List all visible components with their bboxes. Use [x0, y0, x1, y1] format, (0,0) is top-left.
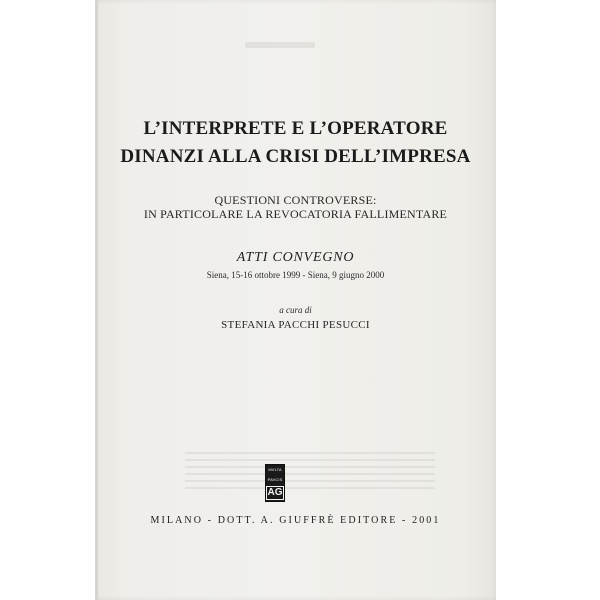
book-title-line-2: DINANZI ALLA CRISI DELL’IMPRESA	[120, 146, 471, 167]
book-subtitle-line-2: IN PARTICOLARE LA REVOCATORIA FALLIMENTARE	[143, 207, 448, 221]
page-edge-shadow	[95, 0, 98, 600]
proceedings-label: ATTI CONVEGNO	[236, 250, 355, 265]
book-subtitle-line-1: QUESTIONI CONTROVERSE:	[214, 193, 377, 207]
publisher-logo-mid-text: PAVCIS	[267, 476, 283, 482]
publisher-logo-initials: AG	[267, 487, 283, 498]
book-title-line-1: L’INTERPRETE E L’OPERATORE	[143, 118, 448, 139]
proceedings-details: Siena, 15-16 ottobre 1999 - Siena, 9 giugno 2000	[206, 270, 385, 280]
publisher-line: MILANO - DOTT. A. GIUFFRÈ EDITORE - 2001	[150, 515, 441, 526]
show-through-text-top	[245, 42, 315, 48]
publisher-logo-top-text: MVLTA	[268, 467, 282, 472]
publisher-logo	[265, 464, 285, 502]
show-through-text-bottom	[185, 452, 435, 492]
editor-name: STEFANIA PACCHI PESUCCI	[221, 319, 370, 331]
book-page	[95, 0, 496, 600]
edited-by-label: a cura di	[279, 305, 312, 315]
